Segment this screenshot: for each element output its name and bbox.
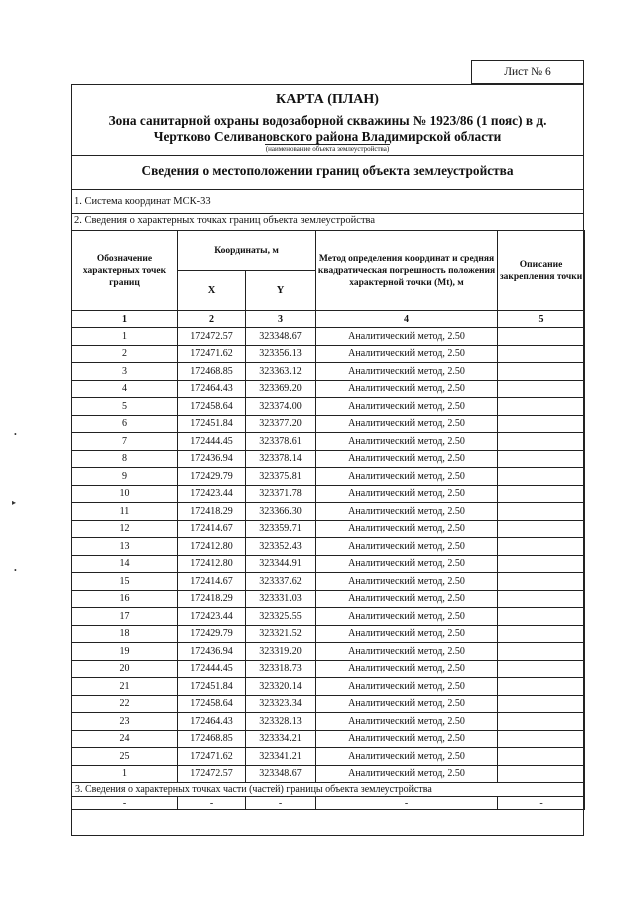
part-section-title: 3. Сведения о характерных точках части (частей) границы объекта землеустройства [72, 783, 585, 797]
cell-description [498, 695, 585, 713]
cell-x: 172429.79 [178, 625, 246, 643]
cell-x: 172418.29 [178, 590, 246, 608]
cell-description [498, 678, 585, 696]
cell-y: 323337.62 [246, 573, 316, 591]
cell-x: 172472.57 [178, 328, 246, 346]
cell-x: 172414.67 [178, 520, 246, 538]
cell-description [498, 660, 585, 678]
cell-x: 172458.64 [178, 398, 246, 416]
object-caption [72, 145, 583, 153]
table-row [72, 713, 585, 731]
cell-designation: 22 [72, 695, 178, 713]
cell-designation: 21 [72, 678, 178, 696]
section-title: Сведения о местоположении границ объекта землеустройства [141, 163, 514, 178]
cell-designation: 1 [72, 765, 178, 783]
cell-x: 172429.79 [178, 468, 246, 486]
cell-method: Аналитический метод, 2.50 [316, 678, 498, 696]
cell-method: Аналитический метод, 2.50 [316, 538, 498, 556]
header-description: Описание закрепления точки [498, 231, 585, 311]
cell-description [498, 415, 585, 433]
cell-x: - [178, 797, 246, 810]
cell-x: 172464.43 [178, 380, 246, 398]
cell-method: Аналитический метод, 2.50 [316, 363, 498, 381]
cell-description [498, 450, 585, 468]
points-table-body [72, 328, 585, 783]
header-x: X [178, 271, 246, 311]
cell-method: Аналитический метод, 2.50 [316, 415, 498, 433]
subtitle-line-1: Зона санитарной охраны водозаборной скважины № 1923/86 (1 пояс) в д. [108, 113, 547, 128]
points-section-title: 2. Сведения о характерных точках границ объекта землеустройства [74, 215, 376, 226]
cell-description [498, 765, 585, 783]
subtitle-line-2: Чертково Селивановского района Владимирской области [153, 129, 502, 144]
cell-designation: 3 [72, 363, 178, 381]
cell-designation: - [72, 797, 178, 810]
table-row [72, 573, 585, 591]
column-number: 3 [246, 311, 316, 328]
cell-description [498, 643, 585, 661]
cell-description [498, 398, 585, 416]
cell-method: Аналитический метод, 2.50 [316, 433, 498, 451]
table-row [72, 590, 585, 608]
cell-designation: 25 [72, 748, 178, 766]
table-row [72, 643, 585, 661]
cell-x: 172471.62 [178, 748, 246, 766]
table-row [72, 538, 585, 556]
cell-y: 323356.13 [246, 345, 316, 363]
cell-x: 172436.94 [178, 450, 246, 468]
cell-description [498, 573, 585, 591]
cell-x: 172472.57 [178, 765, 246, 783]
cell-description [498, 328, 585, 346]
table-row [72, 380, 585, 398]
cell-description [498, 730, 585, 748]
cell-description [498, 590, 585, 608]
margin-mark: • [14, 566, 17, 575]
cell-y: 323320.14 [246, 678, 316, 696]
cell-method: Аналитический метод, 2.50 [316, 748, 498, 766]
table-row [72, 797, 585, 810]
cell-x: 172423.44 [178, 608, 246, 626]
cell-x: 172468.85 [178, 730, 246, 748]
header-method: Метод определения координат и средняя квадратическая погрешность положения характерной точки (Mt), м [316, 231, 498, 311]
cell-x: 172414.67 [178, 573, 246, 591]
table-row [72, 328, 585, 346]
cell-method: Аналитический метод, 2.50 [316, 503, 498, 521]
table-row [72, 345, 585, 363]
cell-x: 172444.45 [178, 660, 246, 678]
cell-method: Аналитический метод, 2.50 [316, 398, 498, 416]
cell-description [498, 538, 585, 556]
cell-method: Аналитический метод, 2.50 [316, 590, 498, 608]
table-row [72, 748, 585, 766]
cell-y: - [246, 797, 316, 810]
coord-system: 1. Система координат МСК-33 [74, 196, 211, 207]
table-row [72, 695, 585, 713]
table-row [72, 520, 585, 538]
cell-designation: 11 [72, 503, 178, 521]
cell-y: 323321.52 [246, 625, 316, 643]
cell-designation: 14 [72, 555, 178, 573]
cell-x: 172423.44 [178, 485, 246, 503]
cell-y: 323366.30 [246, 503, 316, 521]
cell-y: 323377.20 [246, 415, 316, 433]
document-title: КАРТА (ПЛАН) [276, 92, 379, 107]
cell-designation: 16 [72, 590, 178, 608]
cell-designation: 24 [72, 730, 178, 748]
cell-x: 172468.85 [178, 363, 246, 381]
cell-description [498, 345, 585, 363]
cell-method: Аналитический метод, 2.50 [316, 555, 498, 573]
cell-x: 172471.62 [178, 345, 246, 363]
cell-description [498, 468, 585, 486]
cell-description [498, 380, 585, 398]
table-row [72, 415, 585, 433]
cell-method: Аналитический метод, 2.50 [316, 520, 498, 538]
cell-method: Аналитический метод, 2.50 [316, 695, 498, 713]
cell-designation: 10 [72, 485, 178, 503]
cell-x: 172451.84 [178, 678, 246, 696]
table-row [72, 433, 585, 451]
object-caption-text: (наименование объекта землеустройства) [265, 145, 390, 153]
header-y: Y [246, 271, 316, 311]
table-row [72, 503, 585, 521]
cell-designation: 15 [72, 573, 178, 591]
cell-designation: 9 [72, 468, 178, 486]
cell-method: Аналитический метод, 2.50 [316, 380, 498, 398]
cell-designation: 19 [72, 643, 178, 661]
cell-description [498, 713, 585, 731]
table-row [72, 608, 585, 626]
cell-method: - [316, 797, 498, 810]
cell-y: 323328.13 [246, 713, 316, 731]
cell-y: 323334.21 [246, 730, 316, 748]
cell-x: 172451.84 [178, 415, 246, 433]
table-row [72, 660, 585, 678]
cell-method: Аналитический метод, 2.50 [316, 468, 498, 486]
cell-y: 323374.00 [246, 398, 316, 416]
cell-method: Аналитический метод, 2.50 [316, 328, 498, 346]
cell-x: 172464.43 [178, 713, 246, 731]
column-number: 2 [178, 311, 246, 328]
cell-designation: 17 [72, 608, 178, 626]
cell-description [498, 520, 585, 538]
cell-method: Аналитический метод, 2.50 [316, 713, 498, 731]
cell-y: 323341.21 [246, 748, 316, 766]
cell-method: Аналитический метод, 2.50 [316, 485, 498, 503]
divider [72, 155, 583, 156]
cell-y: 323319.20 [246, 643, 316, 661]
cell-method: Аналитический метод, 2.50 [316, 608, 498, 626]
cell-designation: 6 [72, 415, 178, 433]
margin-mark: • [14, 430, 17, 439]
column-number: 1 [72, 311, 178, 328]
cell-x: 172412.80 [178, 538, 246, 556]
divider [72, 189, 583, 190]
sheet-number: Лист № 6 [471, 60, 584, 84]
table-row [72, 625, 585, 643]
cell-description [498, 625, 585, 643]
divider [72, 213, 583, 214]
cell-designation: 2 [72, 345, 178, 363]
cell-y: 323375.81 [246, 468, 316, 486]
cell-designation: 20 [72, 660, 178, 678]
cell-method: Аналитический метод, 2.50 [316, 730, 498, 748]
cell-x: 172412.80 [178, 555, 246, 573]
cell-designation: 23 [72, 713, 178, 731]
header-coords: Координаты, м [178, 231, 316, 271]
cell-designation: 5 [72, 398, 178, 416]
table-row [72, 450, 585, 468]
cell-description [498, 748, 585, 766]
cell-y: 323323.34 [246, 695, 316, 713]
document-frame [71, 84, 584, 836]
document-subtitle [72, 113, 583, 145]
column-number: 4 [316, 311, 498, 328]
cell-y: 323344.91 [246, 555, 316, 573]
cell-y: 323325.55 [246, 608, 316, 626]
cell-y: 323331.03 [246, 590, 316, 608]
table-row [72, 485, 585, 503]
margin-mark: ▸ [12, 498, 17, 507]
cell-description [498, 503, 585, 521]
cell-method: Аналитический метод, 2.50 [316, 660, 498, 678]
table-row [72, 468, 585, 486]
cell-designation: 13 [72, 538, 178, 556]
cell-description [498, 433, 585, 451]
cell-y: 323318.73 [246, 660, 316, 678]
cell-method: Аналитический метод, 2.50 [316, 573, 498, 591]
table-row [72, 765, 585, 783]
cell-designation: 1 [72, 328, 178, 346]
cell-method: Аналитический метод, 2.50 [316, 643, 498, 661]
cell-designation: 18 [72, 625, 178, 643]
cell-method: Аналитический метод, 2.50 [316, 450, 498, 468]
points-table [71, 230, 585, 810]
cell-y: 323348.67 [246, 765, 316, 783]
cell-description [498, 363, 585, 381]
cell-description: - [498, 797, 585, 810]
cell-x: 172444.45 [178, 433, 246, 451]
cell-designation: 8 [72, 450, 178, 468]
cell-designation: 12 [72, 520, 178, 538]
cell-y: 323363.12 [246, 363, 316, 381]
cell-x: 172418.29 [178, 503, 246, 521]
cell-y: 323359.71 [246, 520, 316, 538]
header-designation: Обозначение характерных точек границ [72, 231, 178, 311]
cell-description [498, 608, 585, 626]
column-number: 5 [498, 311, 585, 328]
cell-designation: 7 [72, 433, 178, 451]
cell-y: 323348.67 [246, 328, 316, 346]
cell-method: Аналитический метод, 2.50 [316, 625, 498, 643]
cell-x: 172436.94 [178, 643, 246, 661]
table-row [72, 730, 585, 748]
cell-designation: 4 [72, 380, 178, 398]
cell-description [498, 485, 585, 503]
cell-y: 323352.43 [246, 538, 316, 556]
cell-method: Аналитический метод, 2.50 [316, 345, 498, 363]
cell-x: 172458.64 [178, 695, 246, 713]
cell-y: 323378.14 [246, 450, 316, 468]
cell-y: 323378.61 [246, 433, 316, 451]
table-row [72, 555, 585, 573]
table-row [72, 363, 585, 381]
cell-method: Аналитический метод, 2.50 [316, 765, 498, 783]
cell-y: 323371.78 [246, 485, 316, 503]
table-row [72, 398, 585, 416]
cell-y: 323369.20 [246, 380, 316, 398]
cell-description [498, 555, 585, 573]
table-row [72, 678, 585, 696]
